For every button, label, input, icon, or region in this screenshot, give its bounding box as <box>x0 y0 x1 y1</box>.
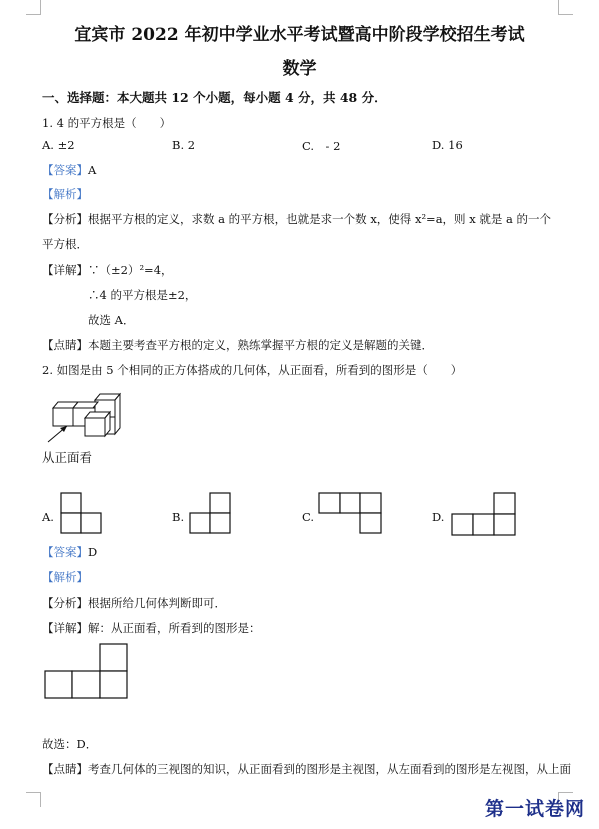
q2-option-c-label: C. <box>302 510 315 524</box>
q1-step1: 【详解】∵（±2）²=4， <box>42 263 173 277</box>
q1-answer <box>42 162 96 178</box>
answer-value: D <box>88 545 98 559</box>
q2-analysis-line: 【分析】根据所给几何体判断即可． <box>42 596 226 610</box>
q1-detail-line1: 【分析】根据平方根的定义，求数 a 的平方根，也就是求一个数 x，使得 x²=a，则 x 就是 a 的一个 <box>42 212 552 226</box>
corner-mark-top-left <box>26 0 41 15</box>
corner-mark-top-right <box>558 0 573 15</box>
q2-answer <box>42 544 97 560</box>
cube-solid-figure <box>40 380 140 450</box>
answer-tag: 【答案】 <box>42 163 88 177</box>
answer-value: A <box>88 163 97 177</box>
q2-option-c-figure <box>318 492 382 534</box>
q2-detail-line: 【详解】解：从正面看，所看到的图形是： <box>42 621 261 635</box>
q1-option-b: B. 2 <box>172 138 196 152</box>
section-heading: 一、选择题：本大题共 12 个小题，每小题 4 分，共 48 分． <box>42 90 387 105</box>
q2-conclusion: 故选：D． <box>42 737 98 751</box>
page-title: 宜宾市 2022 年初中学业水平考试暨高中阶段学校招生考试 <box>74 25 525 45</box>
q1-analysis-tag: 【解析】 <box>42 187 88 201</box>
q1-option-d: D. 16 <box>432 138 463 152</box>
q1-option-c: C. - 2 <box>302 139 341 153</box>
q2-analysis-tag: 【解析】 <box>42 570 88 584</box>
q1-option-a: A. ±2 <box>42 138 75 152</box>
q2-comment: 【点睛】考查几何体的三视图的知识，从正面看到的图形是主视图，从左面看到的图形是左视图，从上面 <box>42 762 571 776</box>
corner-mark-bottom-left <box>26 792 41 807</box>
answer-tag: 【答案】 <box>42 545 88 559</box>
q1-step3: 故选 A． <box>88 313 135 327</box>
subject-title: 数学 <box>282 59 317 79</box>
q2-option-b-figure <box>189 492 231 534</box>
q1-comment <box>42 337 433 353</box>
q2-option-d-figure <box>451 492 517 536</box>
q2-option-b-label: B. <box>172 510 185 524</box>
q2-option-a-label: A. <box>42 510 54 524</box>
q1-stem: 1. 4 的平方根是（ ） <box>42 116 172 130</box>
q1-detail-line2: 平方根． <box>42 237 88 251</box>
comment-tag: 【点睛】 <box>42 338 88 352</box>
q2-stem: 2. 如图是由 5 个相同的正方体搭成的几何体，从正面看，所看到的图形是（ ） <box>42 363 463 377</box>
site-watermark: 第一试卷网 <box>484 798 585 820</box>
comment-text: 本题主要考查平方根的定义，熟练掌握平方根的定义是解题的关键． <box>88 338 433 352</box>
front-view-label: 从正面看 <box>42 450 93 465</box>
q2-solution-figure <box>44 643 130 699</box>
q1-step2: ∴4 的平方根是±2， <box>88 288 197 302</box>
q2-option-a-figure <box>60 492 102 534</box>
q2-option-d-label: D. <box>432 510 445 524</box>
